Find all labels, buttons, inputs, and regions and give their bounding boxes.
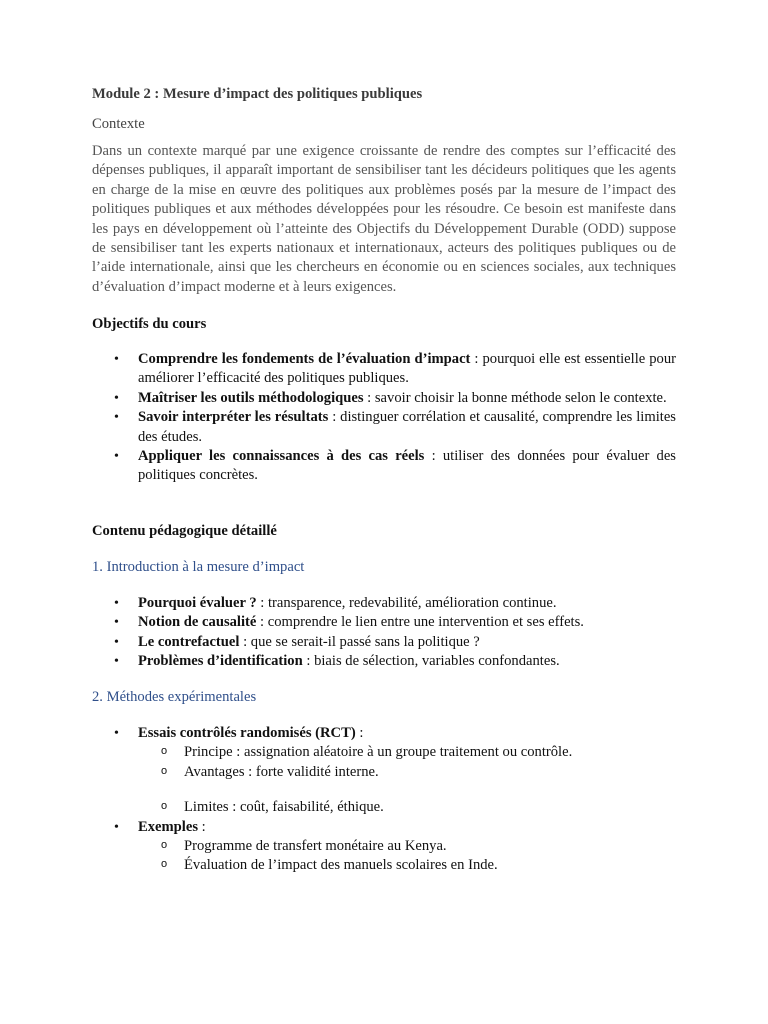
- module-title: Module 2 : Mesure d’impact des politiques publiques: [92, 86, 423, 102]
- item-bold: Problèmes d’identification: [138, 653, 303, 670]
- objective-bold: Comprendre les fondements de l’évaluation d’impact: [138, 351, 471, 367]
- objective-bold: Maîtriser les outils méthodologiques: [138, 389, 364, 406]
- section1-list: [138, 594, 676, 672]
- sub-list-item: o Évaluation de l’impact des manuels scolaires en Inde.: [138, 856, 676, 875]
- list-item: [138, 818, 676, 876]
- list-item: [138, 594, 676, 613]
- item-bold: Le contrefactuel: [138, 633, 240, 650]
- list-item: [138, 613, 676, 632]
- objectives-list: [138, 350, 676, 486]
- objective-bold: Appliquer les connaissances à des cas réels: [138, 448, 425, 465]
- item-text: : transparence, redevabilité, amélioration continue.: [256, 595, 557, 611]
- content-heading: Contenu pédagogique détaillé: [92, 523, 277, 539]
- rct-sublist: [138, 743, 676, 817]
- item-text: : que se serait-il passé sans la politique ?: [239, 633, 480, 650]
- objective-text: : pourquoi elle est essentielle pour améliorer l’efficacité des politiques publiques.: [138, 351, 676, 387]
- section2-title: 2. Méthodes expérimentales: [92, 689, 257, 705]
- objective-bold: Savoir interpréter les résultats: [138, 409, 329, 426]
- objective-text: : distinguer corrélation et causalité, comprendre les limites des études.: [138, 409, 676, 445]
- objectives-heading: Objectifs du cours: [92, 316, 207, 332]
- sub-list-item: o Principe : assignation aléatoire à un groupe traitement ou contrôle.: [138, 743, 676, 762]
- context-paragraph: Dans un contexte marqué par une exigence croissante de rendre des comptes sur l’efficacité des dépenses publiques, il apparaît important de sensibiliser tant les décideurs politiques que les agents en charge de la mise en œuvre des politiques aux problèmes posés par la mesure de l’impact des politiques publiques et aux méthodes développées pour les résoudre. Ce besoin est manifeste dans les pays en développement où l’atteinte des Objectifs du Développement Durable (ODD) suppose de sensibiliser tant les experts nationaux et internationaux, acteurs des politiques publiques ou de l’aide internationale, ainsi que les chercheurs en économie ou en sciences sociales, aux techniques d’évaluation d’impact moderne et à leurs exigences.: [92, 143, 676, 295]
- sub-list-item: o Programme de transfert monétaire au Kenya.: [138, 837, 676, 856]
- section2-list: [138, 724, 676, 876]
- examples-text: :: [198, 818, 206, 835]
- list-item: [138, 389, 676, 408]
- objective-text: : savoir choisir la bonne méthode selon le contexte.: [363, 389, 667, 406]
- examples-sublist: [138, 837, 676, 876]
- examples-bold: Exemples: [138, 818, 198, 835]
- rct-text: :: [355, 725, 364, 741]
- item-text: : comprendre le lien entre une intervention et ses effets.: [256, 614, 584, 631]
- item-bold: Pourquoi évaluer ?: [138, 595, 257, 611]
- list-item: [138, 408, 676, 447]
- context-heading: Contexte: [92, 116, 145, 132]
- objective-text: : utiliser des données pour évaluer des politiques concrètes.: [138, 448, 676, 484]
- list-item: [138, 350, 676, 389]
- list-item: [138, 447, 676, 486]
- section1-title: 1. Introduction à la mesure d’impact: [92, 559, 305, 575]
- sub-list-item: o Limites : coût, faisabilité, éthique.: [138, 798, 676, 817]
- rct-bold: Essais contrôlés randomisés (RCT): [138, 725, 356, 741]
- list-item: [138, 724, 676, 818]
- list-item: [138, 633, 676, 652]
- sub-list-item: o Avantages : forte validité interne.: [138, 763, 676, 782]
- list-item: [138, 652, 676, 671]
- item-text: : biais de sélection, variables confondantes.: [302, 653, 560, 670]
- item-bold: Notion de causalité: [138, 614, 257, 631]
